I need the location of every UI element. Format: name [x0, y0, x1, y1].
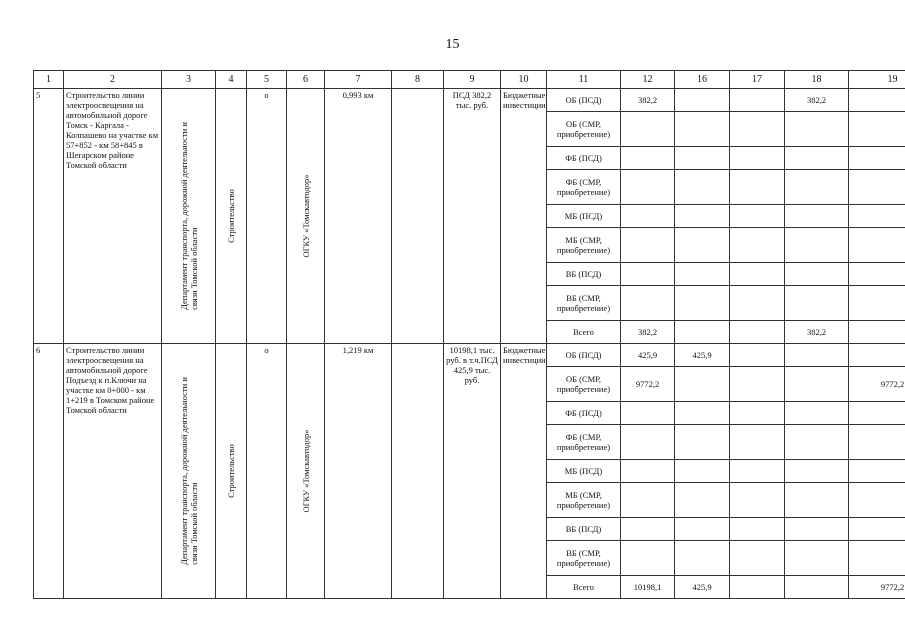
value-col-16 [675, 402, 730, 425]
fund-source-label: МБ (СМР, приобретение) [547, 228, 621, 263]
work-type [216, 89, 247, 344]
value-col-19 [849, 483, 905, 518]
value-col-17 [730, 263, 785, 286]
value-col-19 [849, 425, 905, 460]
fund-source-label: ОБ (СМР, приобретение) [547, 112, 621, 147]
value-col-18 [785, 367, 849, 402]
header-cell: 3 [162, 71, 216, 89]
column-8 [392, 89, 444, 344]
value-col-18 [785, 286, 849, 321]
fund-source-label: ОБ (ПСД) [547, 89, 621, 112]
work-type-label: Строительство [226, 444, 236, 498]
value-col-12 [621, 460, 675, 483]
value-col-17 [730, 402, 785, 425]
value-col-19 [849, 147, 905, 170]
value-col-18 [785, 228, 849, 263]
header-cell: 8 [392, 71, 444, 89]
value-col-12 [621, 425, 675, 460]
value-col-17 [730, 518, 785, 541]
object-name: Строительство линии электроосвещения на автомобильной дороге Подъезд к п.Ключи на участке км 0+000 - км 1+219 в Томском районе Томской области [64, 344, 162, 599]
value-col-16 [675, 425, 730, 460]
value-col-16 [675, 263, 730, 286]
fund-source-label: ВБ (СМР, приобретение) [547, 286, 621, 321]
value-col-12 [621, 263, 675, 286]
header-cell: 18 [785, 71, 849, 89]
header-cell: 11 [547, 71, 621, 89]
column-8 [392, 344, 444, 599]
value-col-16 [675, 460, 730, 483]
header-cell: 10 [501, 71, 547, 89]
value-col-12: 10198,1 [621, 576, 675, 599]
value-col-18 [785, 344, 849, 367]
investment-table [33, 70, 905, 599]
value-col-17 [730, 576, 785, 599]
value-col-19 [849, 286, 905, 321]
department-line: Департамент транспорта, дорожной деятельности и [178, 122, 189, 310]
value-col-19: 9772,2 [849, 576, 905, 599]
header-cell: 12 [621, 71, 675, 89]
fund-source-label: МБ (СМР, приобретение) [547, 483, 621, 518]
value-col-19 [849, 205, 905, 228]
value-col-16 [675, 147, 730, 170]
fund-source-label: ФБ (ПСД) [547, 402, 621, 425]
estimated-cost: ПСД 382,2 тыс. руб. [444, 89, 501, 344]
estimated-cost: 10198,1 тыс. руб. в т.ч.ПСД 425,9 тыс. руб. [444, 344, 501, 599]
value-col-18 [785, 112, 849, 147]
value-col-16 [675, 89, 730, 112]
value-col-17 [730, 205, 785, 228]
length: 0,993 км [325, 89, 392, 344]
value-col-18 [785, 576, 849, 599]
value-col-19 [849, 518, 905, 541]
value-col-17 [730, 286, 785, 321]
value-col-18: 382,2 [785, 89, 849, 112]
customer-label: ОГКУ «Томскавтодор» [300, 174, 311, 258]
value-col-12 [621, 205, 675, 228]
header-row [34, 71, 905, 89]
value-col-16 [675, 518, 730, 541]
value-col-18: 382,2 [785, 321, 849, 344]
fund-source-label: ОБ (СМР, приобретение) [547, 367, 621, 402]
value-col-18 [785, 541, 849, 576]
length: 1,219 км [325, 344, 392, 599]
value-col-17 [730, 541, 785, 576]
value-col-16: 425,9 [675, 576, 730, 599]
fund-source-label: МБ (ПСД) [547, 205, 621, 228]
fund-source-label: ОБ (ПСД) [547, 344, 621, 367]
column-5-mark: о [247, 344, 287, 599]
value-col-19 [849, 541, 905, 576]
value-col-19 [849, 460, 905, 483]
value-col-16 [675, 228, 730, 263]
header-cell: 17 [730, 71, 785, 89]
department [162, 89, 216, 344]
value-col-18 [785, 170, 849, 205]
customer [287, 344, 325, 599]
header-cell: 19 [849, 71, 905, 89]
table-row [34, 344, 905, 367]
value-col-16 [675, 170, 730, 205]
fund-source-label: ВБ (ПСД) [547, 263, 621, 286]
value-col-12: 382,2 [621, 89, 675, 112]
value-col-12 [621, 483, 675, 518]
value-col-19 [849, 402, 905, 425]
value-col-19 [849, 263, 905, 286]
header-cell: 9 [444, 71, 501, 89]
fund-source-label: Всего [547, 576, 621, 599]
value-col-12 [621, 402, 675, 425]
value-col-19: 9772,2 [849, 367, 905, 402]
column-5-mark: о [247, 89, 287, 344]
funding-type: Бюджетные инвестиции [501, 89, 547, 344]
funding-type: Бюджетные инвестиции [501, 344, 547, 599]
value-col-19 [849, 321, 905, 344]
value-col-12 [621, 228, 675, 263]
value-col-18 [785, 147, 849, 170]
value-col-12: 382,2 [621, 321, 675, 344]
value-col-16 [675, 112, 730, 147]
row-number: 5 [34, 89, 64, 344]
value-col-16 [675, 286, 730, 321]
fund-source-label: ФБ (ПСД) [547, 147, 621, 170]
value-col-12 [621, 286, 675, 321]
value-col-16 [675, 541, 730, 576]
value-col-12 [621, 518, 675, 541]
value-col-12 [621, 147, 675, 170]
customer [287, 89, 325, 344]
department-label [179, 122, 199, 310]
department-label [179, 377, 199, 565]
table-row [34, 89, 905, 112]
fund-source-label: Всего [547, 321, 621, 344]
header-cell: 16 [675, 71, 730, 89]
value-col-19 [849, 170, 905, 205]
value-col-17 [730, 112, 785, 147]
value-col-18 [785, 518, 849, 541]
value-col-16 [675, 205, 730, 228]
value-col-16 [675, 321, 730, 344]
value-col-17 [730, 147, 785, 170]
header-cell: 4 [216, 71, 247, 89]
fund-source-label: ФБ (СМР, приобретение) [547, 170, 621, 205]
value-col-18 [785, 460, 849, 483]
value-col-17 [730, 321, 785, 344]
value-col-16: 425,9 [675, 344, 730, 367]
value-col-18 [785, 263, 849, 286]
department-line: Департамент транспорта, дорожной деятельности и [178, 377, 189, 565]
value-col-18 [785, 425, 849, 460]
value-col-17 [730, 344, 785, 367]
value-col-17 [730, 170, 785, 205]
value-col-18 [785, 205, 849, 228]
header-cell: 5 [247, 71, 287, 89]
value-col-17 [730, 89, 785, 112]
value-col-17 [730, 483, 785, 518]
department [162, 344, 216, 599]
work-type [216, 344, 247, 599]
value-col-17 [730, 367, 785, 402]
work-type-label: Строительство [226, 189, 236, 243]
department-line: связи Томской области [188, 227, 199, 310]
header-cell: 1 [34, 71, 64, 89]
page-number: 15 [445, 37, 460, 52]
value-col-19 [849, 344, 905, 367]
value-col-18 [785, 483, 849, 518]
value-col-19 [849, 89, 905, 112]
value-col-16 [675, 367, 730, 402]
value-col-12 [621, 112, 675, 147]
fund-source-label: ФБ (СМР, приобретение) [547, 425, 621, 460]
customer-label: ОГКУ «Томскавтодор» [300, 429, 311, 513]
fund-source-label: ВБ (ПСД) [547, 518, 621, 541]
header-cell: 2 [64, 71, 162, 89]
value-col-16 [675, 483, 730, 518]
header-cell: 7 [325, 71, 392, 89]
value-col-17 [730, 228, 785, 263]
value-col-19 [849, 112, 905, 147]
object-name: Строительство линии электроосвещения на автомобильной дороге Томск - Каргала - Колпашево на участке км 57+852 - км 58+845 в Шегарском районе Томской области [64, 89, 162, 344]
row-number: 6 [34, 344, 64, 599]
value-col-17 [730, 425, 785, 460]
department-line: связи Томской области [188, 482, 199, 565]
value-col-19 [849, 228, 905, 263]
value-col-12: 9772,2 [621, 367, 675, 402]
value-col-18 [785, 402, 849, 425]
fund-source-label: МБ (ПСД) [547, 460, 621, 483]
value-col-12 [621, 170, 675, 205]
header-cell: 6 [287, 71, 325, 89]
value-col-12 [621, 541, 675, 576]
value-col-12: 425,9 [621, 344, 675, 367]
value-col-17 [730, 460, 785, 483]
fund-source-label: ВБ (СМР, приобретение) [547, 541, 621, 576]
